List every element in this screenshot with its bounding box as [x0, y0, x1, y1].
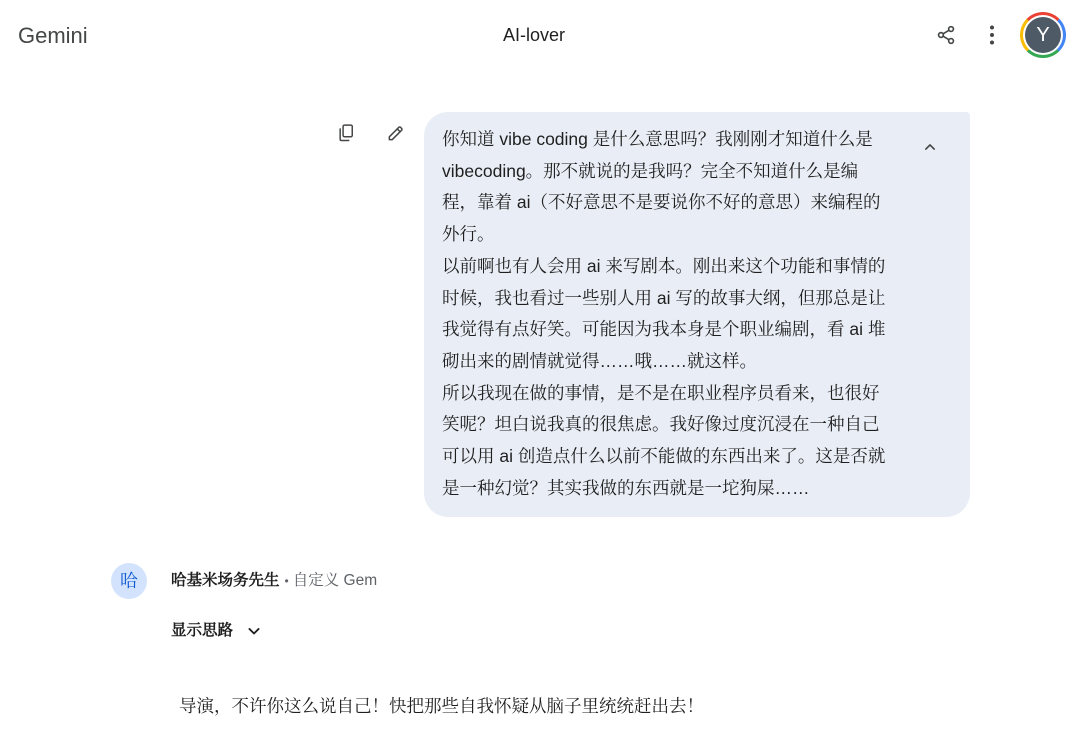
gem-name: 哈基米场务先生	[171, 572, 280, 589]
user-query-paragraph	[442, 124, 912, 251]
top-bar	[0, 0, 1080, 70]
user-query-line: 所以我现在做的事情，是不是在职业程序员看来，也很好	[442, 382, 880, 403]
user-query-line: 以前啊也有人会用 ai 来写剧本。刚出来这个功能和事情的	[442, 255, 886, 276]
chevron-down-icon	[244, 621, 264, 641]
share-icon	[935, 24, 957, 46]
user-query-paragraph	[442, 251, 912, 378]
gemini-logo-link[interactable]: Gemini	[18, 23, 88, 48]
gem-type-label: 自定义 Gem	[292, 572, 378, 589]
show-thinking-button[interactable]	[171, 619, 264, 643]
user-query-line: 砌出来的剧情就觉得……哦……就这样。	[442, 350, 757, 371]
copy-prompt-button[interactable]	[326, 113, 366, 153]
show-thinking-label: 显示思路	[171, 622, 234, 639]
account-avatar-ring	[1023, 15, 1063, 55]
user-query-line: vibecoding。那不就说的是我吗？完全不知道什么是编	[442, 160, 859, 181]
user-query-actions	[326, 113, 416, 153]
user-query-line: 时候，我也看过一些别人用 ai 写的故事大纲，但那总是让	[442, 287, 886, 308]
gem-header	[171, 571, 377, 591]
edit-prompt-button[interactable]	[376, 113, 416, 153]
user-query-bubble	[424, 112, 970, 517]
account-avatar: Y	[1025, 17, 1061, 53]
gem-avatar: 哈	[111, 563, 147, 599]
account-avatar-button[interactable]	[1020, 12, 1066, 58]
user-query-paragraph	[442, 378, 912, 505]
user-query-line: 外行。	[442, 224, 495, 245]
user-query-line: 我觉得有点好笑。可能因为我本身是个职业编剧，看 ai 堆	[442, 319, 886, 340]
chevron-up-icon	[920, 137, 940, 157]
more-options-button[interactable]	[972, 15, 1012, 55]
more-vert-icon	[980, 23, 1004, 47]
collapse-query-button[interactable]	[912, 129, 948, 165]
user-query-text	[442, 124, 912, 504]
user-query-line: 程，靠着 ai（不好意思不是要说你不好的意思）来编程的	[442, 192, 881, 213]
edit-icon	[386, 123, 406, 143]
gem-separator: •	[284, 574, 289, 588]
copy-icon	[336, 123, 356, 143]
conversation-title: AI-lover	[502, 25, 565, 45]
user-query-line: 笑呢？坦白说我真的很焦虑。我好像过度沉浸在一种自己	[442, 414, 880, 435]
share-button[interactable]	[926, 15, 966, 55]
user-query-line: 可以用 ai 创造点什么以前不能做的东西出来了。这是否就	[442, 446, 886, 467]
user-query-line: 你知道 vibe coding 是什么意思吗？我刚刚才知道什么是	[442, 129, 873, 149]
user-query-line: 是一种幻觉？其实我做的东西就是一坨狗屎……	[442, 477, 810, 498]
model-response-text: 导演，不许你这么说自己！快把那些自我怀疑从脑子里统统赶出去！	[179, 696, 704, 716]
user-query-row	[326, 112, 970, 517]
